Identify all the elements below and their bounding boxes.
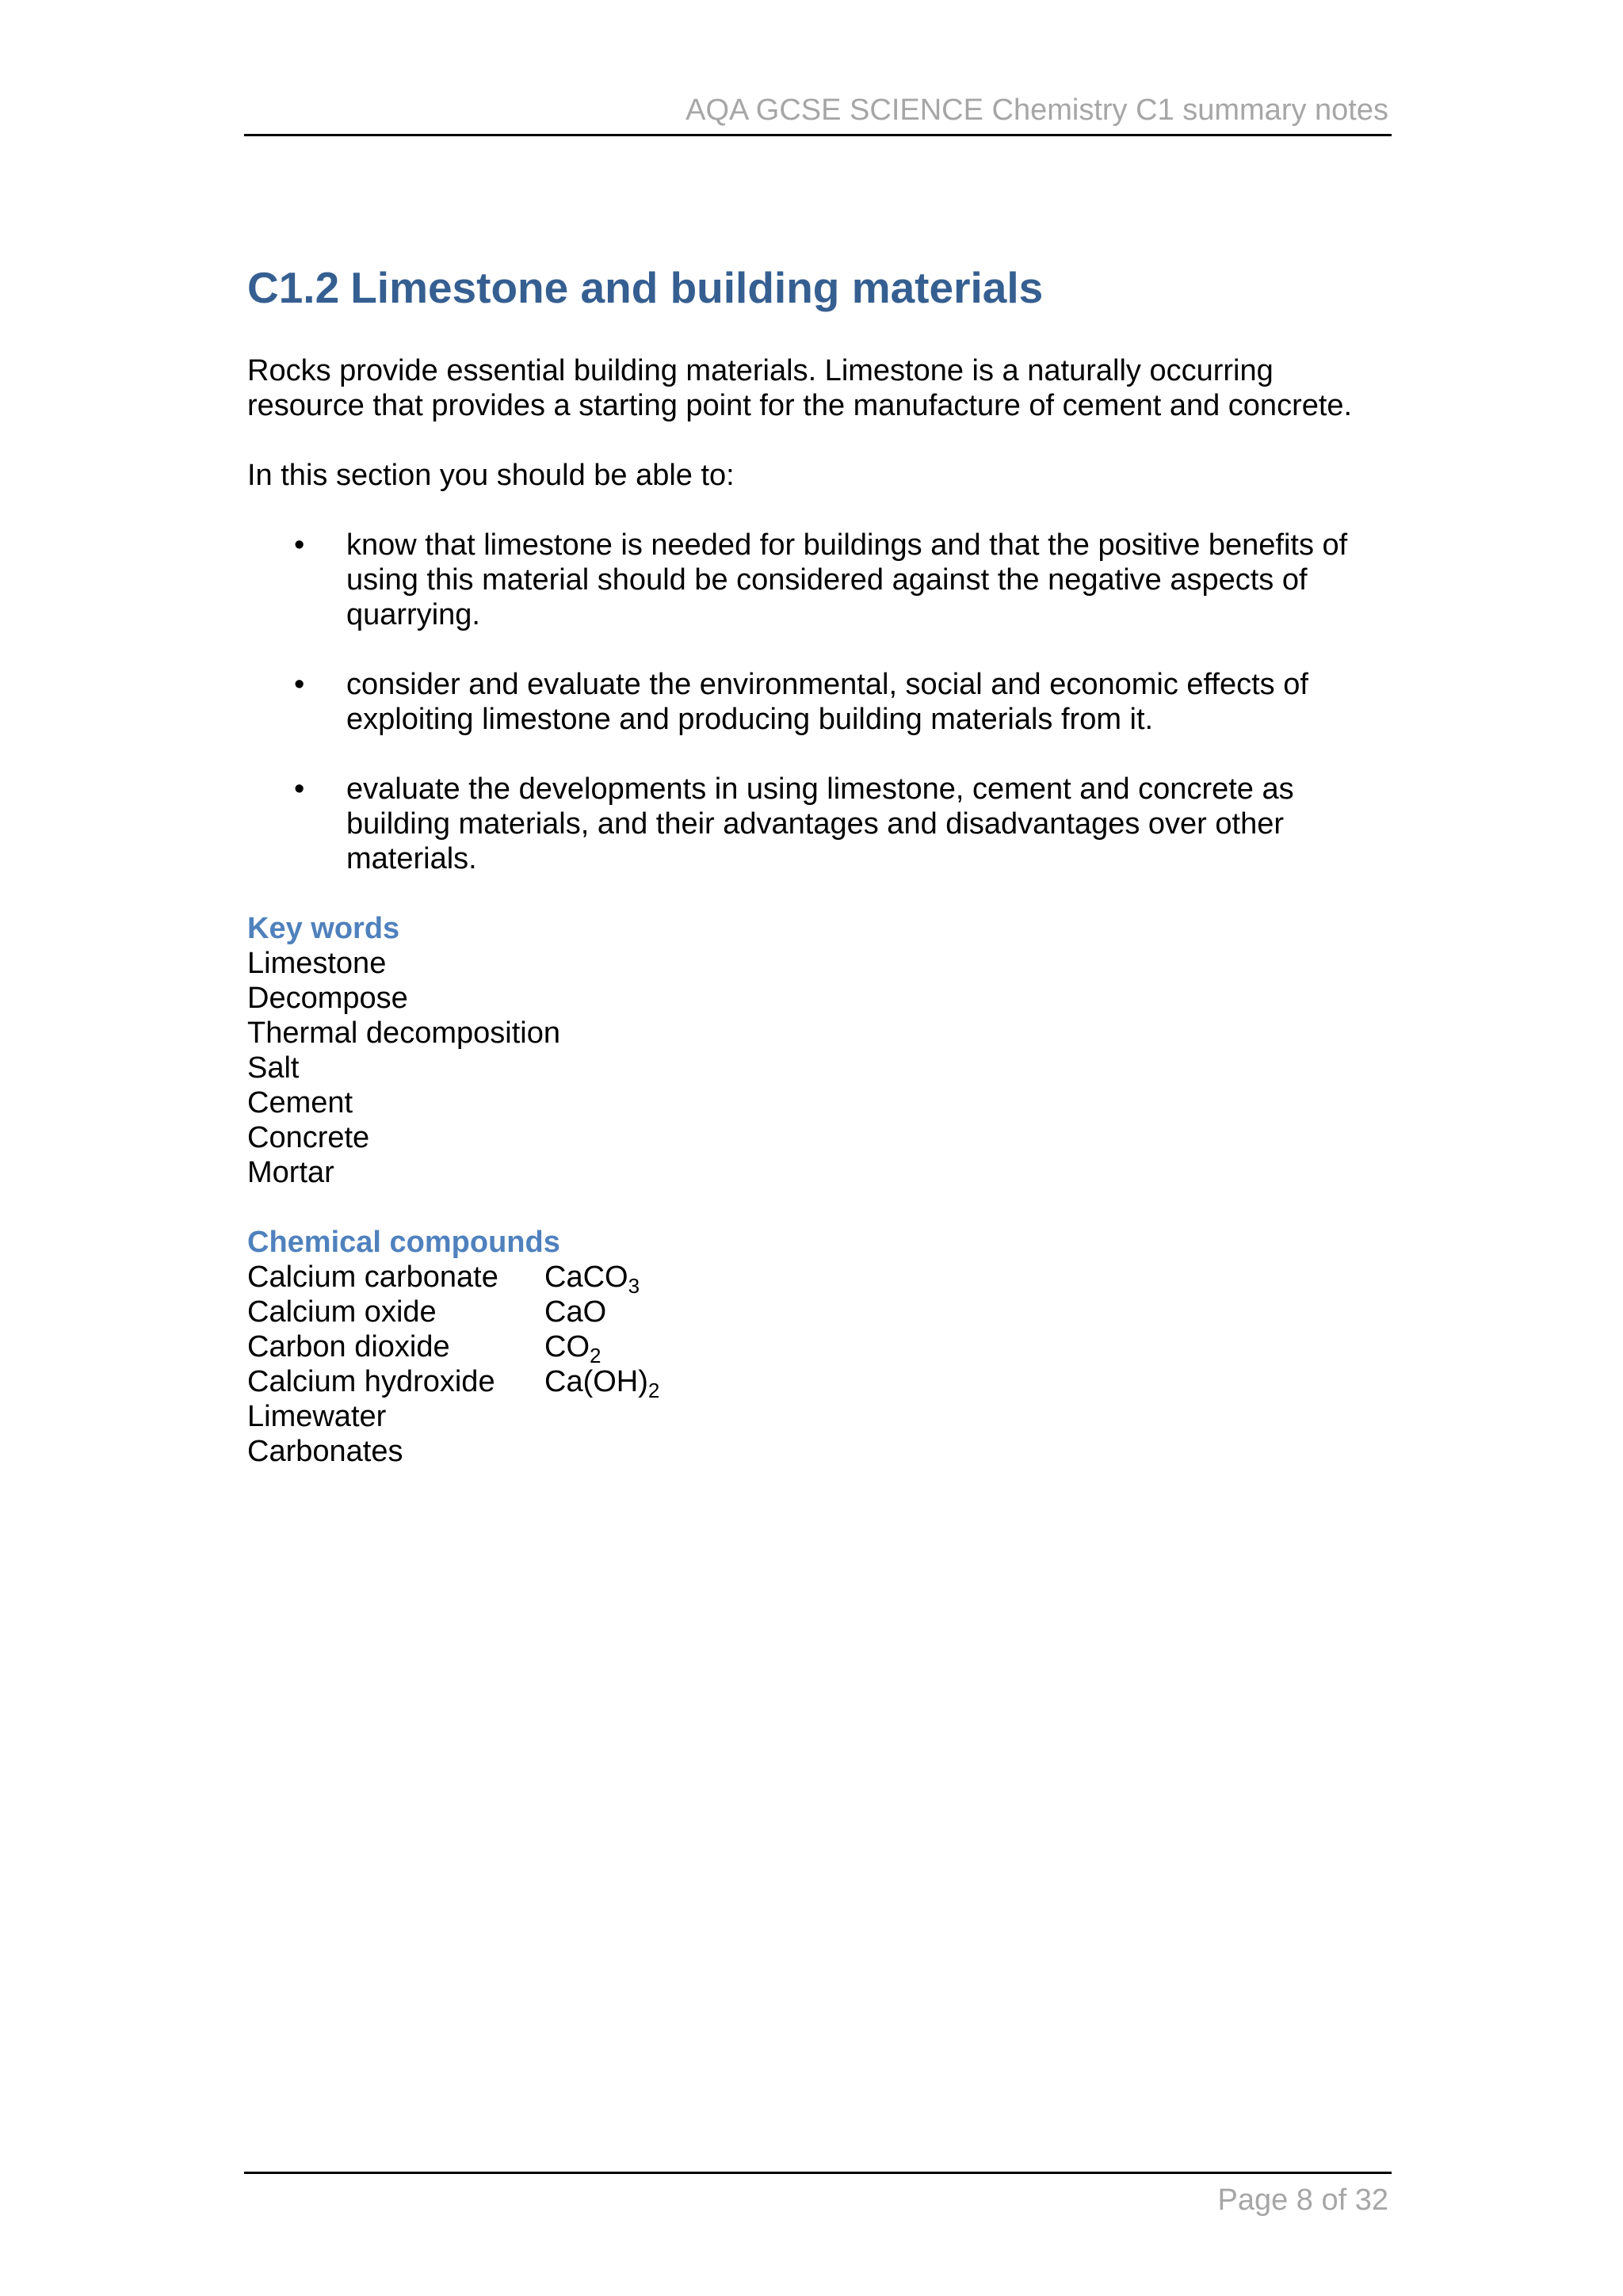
compound-row (247, 1295, 1388, 1329)
section-number: C1.2 (247, 263, 340, 312)
compound-row (247, 1260, 1388, 1298)
objectives-list (247, 528, 1388, 876)
compound-name: Calcium oxide (247, 1295, 437, 1329)
objective-text: evaluate the developments in using limestone, cement and concrete as building materials, and their advantages and disadvantages over other materials. (346, 772, 1294, 875)
footer-rule (244, 2172, 1392, 2174)
compound-name: Limewater (247, 1400, 387, 1433)
key-word: Limestone (247, 947, 387, 980)
compound-row (247, 1434, 1388, 1469)
compound-formula: CaCO$_3$ (544, 1261, 640, 1298)
key-word: Salt (247, 1051, 300, 1085)
compound-name: Calcium hydroxide (247, 1365, 495, 1398)
page-number: Page 8 of 32 (1217, 2183, 1388, 2217)
compound-formula: CaO (544, 1295, 607, 1329)
key-word: Mortar (247, 1156, 334, 1189)
objectives-lead: In this section you should be able to: (247, 459, 735, 492)
key-word: Thermal decomposition (247, 1016, 560, 1050)
key-words-heading: Key words (247, 912, 400, 945)
key-word: Concrete (247, 1121, 370, 1154)
bullet-icon: • (294, 668, 305, 701)
section-title: Limestone and building materials (350, 263, 1044, 312)
page-header-title: AQA GCSE SCIENCE Chemistry C1 summary notes (685, 93, 1388, 127)
page-content (247, 261, 1388, 1469)
key-word: Cement (247, 1086, 353, 1119)
header-rule (244, 134, 1392, 136)
compound-row (247, 1329, 1388, 1367)
intro-line-2: resource that provides a starting point for the manufacture of cement and concrete. (247, 389, 1353, 422)
section-heading (247, 261, 1388, 314)
objective-item (247, 528, 1388, 632)
intro-line-1: Rocks provide essential building materials. Limestone is a naturally occurring (247, 354, 1274, 387)
compound-formula: $Ca(OH)_2$ (544, 1365, 660, 1402)
objective-item (247, 667, 1388, 737)
bullet-icon: • (294, 772, 305, 806)
objective-item (247, 772, 1388, 876)
compound-name: Carbonates (247, 1435, 403, 1468)
compounds-heading: Chemical compounds (247, 1226, 560, 1259)
objective-text: know that limestone is needed for buildings and that the positive benefits of using this material should be considered against the negative aspects of quarrying. (346, 528, 1348, 631)
key-words-list (247, 946, 1388, 1190)
bullet-icon: • (294, 528, 305, 562)
intro-paragraph (247, 353, 1388, 423)
compound-row (247, 1364, 1388, 1402)
compound-name: Carbon dioxide (247, 1330, 450, 1363)
compounds-list (247, 1260, 1388, 1469)
compound-name: Calcium carbonate (247, 1261, 498, 1294)
objective-text: consider and evaluate the environmental, social and economic effects of exploiting limestone and producing building materials from it. (346, 668, 1308, 736)
compound-formula: $CO_2$ (544, 1330, 601, 1367)
compound-row (247, 1399, 1388, 1434)
key-word: Decompose (247, 982, 408, 1015)
